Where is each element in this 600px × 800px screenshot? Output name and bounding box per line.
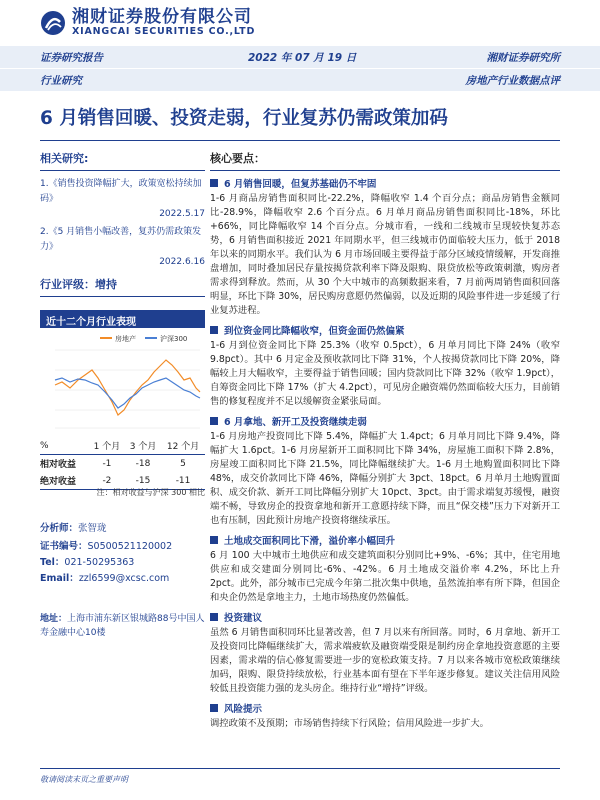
section-heading (210, 414, 560, 428)
section-body: 1-6 月到位资金同比下降 25.3%（收窄 0.5pct），6 月单月同比下降 24%（收窄 9.8pct）。其中 6 月定金及预收款同比下降 31%，个人按揭贷款同比下降 20%，降幅较上月大幅收窄，主要得益于销售回暖；国内贷款同比下降 32%（收窄 1.9pct），自筹资金同比下降 17%（扩大 4.2pct），可见房企融资端仍然面临较大压力，目前销售的修复程度并不足以缓解资金紧张局面。 (210, 340, 560, 407)
table-header: 12 个月 (161, 437, 205, 455)
section-heading-text: 投资建议 (224, 613, 263, 624)
related-item-date: 2022.5.17 (159, 209, 205, 219)
real-estate-series-line (55, 360, 200, 415)
report-title: 6 月销售回暖、投资走弱，行业复苏仍需政策加码 (40, 108, 448, 129)
company-logo (40, 8, 255, 38)
table-header: % (40, 437, 89, 455)
table-cell: -15 (135, 475, 151, 486)
logo-mark-icon (40, 10, 66, 36)
analyst-label: 分析师： (40, 523, 79, 534)
email-label: Email： (40, 573, 79, 584)
table-cell: -2 (102, 475, 112, 486)
chart-grid (55, 350, 200, 428)
section-heading (210, 610, 560, 624)
table-cell: -18 (135, 458, 151, 469)
square-bullet-icon (210, 613, 218, 621)
square-bullet-icon (210, 326, 218, 334)
related-item[interactable] (40, 225, 205, 270)
report-series: 房地产行业数据点评 (465, 75, 560, 87)
related-item[interactable] (40, 177, 205, 222)
table-header-row (40, 437, 205, 455)
title-divider (40, 140, 560, 141)
header-band-bottom (0, 69, 600, 91)
performance-box (40, 310, 205, 328)
table-cell: -1 (102, 458, 112, 469)
table-header: 3 个月 (125, 437, 161, 455)
returns-table (40, 437, 205, 490)
related-item-text: 2.《5 月销售小幅改善，复苏仍需政策发力》 (40, 227, 202, 252)
logo-cn: 湘财证券股份有限公司 (72, 7, 252, 27)
section-heading-text: 土地成交面积同比下滑，溢价率小幅回升 (224, 536, 396, 547)
report-type: 证券研究报告 (40, 52, 103, 64)
table-cell: 相对收益 (40, 460, 77, 470)
cert-number: S0500521120002 (87, 541, 173, 552)
tel-number: 021-50295363 (64, 557, 135, 568)
footer-disclaimer: 敬请阅读末页之重要声明 (40, 775, 128, 784)
address-label: 地址： (40, 614, 68, 624)
section-body: 调控政策不及预期；市场销售持续下行风险；信用风险进一步扩大。 (210, 718, 489, 729)
table-row (40, 455, 205, 473)
table-cell: 5 (180, 458, 186, 469)
square-bullet-icon (210, 704, 218, 712)
section-body: 1-6 月房地产投资同比下降 5.4%，降幅扩大 1.4pct；6 月单月同比下降 9.4%，降幅扩大 1.6pct。1-6 月房屋新开工面积同比下降 34%，房屋施工面积下降 2.8%，房屋竣工面积同比下降 21.5%，同比降幅继续扩大。1-6 月土地购置面积同比下降 48%，成交价款同比下降 46%，降幅分别扩大 3pct、18pct。6 月单月土地购置面积、成交价款、新开工同比降幅分别扩大 10pct、3pct。由于需求端复苏缓慢，融资端不畅，导致房企的投资拿地和新开工意愿持续下降，而且“保交楼”压力下对新开工也有压制，因此预计房地产投资将继续承压。 (210, 431, 560, 526)
section-heading (210, 701, 560, 715)
legend-label: 房地产 (115, 335, 136, 343)
related-research (40, 150, 205, 270)
table-cell: -11 (175, 475, 191, 486)
related-item-date: 2022.6.16 (159, 257, 205, 267)
analyst-line (40, 520, 107, 534)
institute-name: 湘财证券研究所 (486, 52, 560, 64)
rating-label: 行业评级：增持 (40, 278, 117, 291)
section-heading (210, 176, 560, 190)
table-cell: 绝对收益 (40, 477, 77, 487)
key-points-divider (210, 170, 560, 171)
cert-line (40, 538, 172, 552)
section-heading (210, 323, 560, 337)
logo-en: XIANGCAI SECURITIES CO.,LTD (72, 26, 256, 37)
section-heading-text: 6 月销售回暖，但复苏基础仍不牢固 (224, 179, 377, 190)
legend-label: 沪深300 (160, 335, 188, 343)
footer-divider (40, 768, 560, 769)
section-heading-text: 到位资金同比降幅收窄，但资金面仍然偏紧 (224, 326, 405, 337)
section-body: 1-6 月商品房销售面积同比-22.2%，降幅收窄 1.4 个百分点；商品房销售金额同比-28.9%，降幅收窄 2.6 个百分点。6 月单月商品房销售面积同比-18%，环比+66%，同比降幅收窄 14 个百分点。分城市看，一线和二线城市呈现较快复苏态势，6 月销售面积接近 2021 年同期水平，但三线城市仍面临较大压力，低于 2018 年以来的同期水平。我们认为 6 月市场回暖主要得益于部分区域疫情缓解，开发商推盘增加，同时叠加居民存量按揭贷款利率下降及限购、限贷放松等政策刺激，购房者需求得到释放。然而，从 30 个大中城市的高频数据来看，7 月前两周销售面积回落明显，环比下降 30%，居民购房意愿仍然偏弱，以及近期的风险事件进一步延缓了行业复苏进程。 (210, 193, 560, 316)
section-heading-text: 6 月拿地、新开工及投资继续走弱 (224, 417, 367, 428)
chart-legend (100, 334, 187, 343)
research-category: 行业研究 (40, 75, 82, 87)
address-block (40, 612, 205, 640)
performance-box-label: 近十二个月行业表现 (46, 317, 136, 328)
section-body: 6 月 100 大中城市土地供应和成交建筑面积分别同比+9%、-6%；其中，住宅用地供应和成交建面分别同比-6%、-42%。6 月土地成交溢价率 4.2%，环比上升 2pct。此外，部分城市已完成今年第二批次集中供地，虽然流拍率有所下降，但国企和央企仍然是拿地主力，土地市场热度仍然偏低。 (210, 550, 560, 603)
header-band-top (0, 46, 600, 68)
key-points-title: 核心要点： (210, 152, 265, 165)
returns-note: 注：相对收益与沪深 300 相比 (96, 488, 205, 497)
related-item-text: 1.《销售投资降幅扩大，政策宽松持续加码》 (40, 179, 202, 204)
square-bullet-icon (210, 417, 218, 425)
email-line[interactable] (40, 570, 169, 584)
section-body: 虽然 6 月销售面积同环比显著改善，但 7 月以来有所回落。同时，6 月拿地、新开工及投资同比降幅继续扩大，需求端疲软及融资端受限是制约房企拿地投资意愿的主要因素，需求端的信心修复需要进一步的宽松政策支持。7 月以来各城市宽松政策继续加码，限购、限贷持续放松，行业基本面有望在下半年逐步修复。建议关注信用风险较低且投资能力强的龙头房企。维持行业“增持”评级。 (210, 627, 560, 694)
rating-divider (40, 296, 205, 297)
performance-chart (40, 330, 205, 435)
related-divider (40, 170, 205, 171)
industry-rating (40, 276, 205, 297)
square-bullet-icon (210, 536, 218, 544)
report-date: 2022 年 07 月 19 日 (248, 52, 357, 64)
section-heading-text: 风险提示 (224, 704, 263, 715)
analyst-name: 张智珑 (78, 523, 107, 534)
section-heading (210, 533, 560, 547)
related-heading: 相关研究: (40, 152, 89, 165)
address-text: 上海市浦东新区银城路88号中国人寿金融中心10楼 (40, 614, 205, 638)
key-points-column (210, 150, 560, 731)
email-address[interactable]: zzl6599@xcsc.com (78, 573, 170, 584)
square-bullet-icon (210, 179, 218, 187)
cert-label: 证书编号： (40, 541, 88, 552)
tel-line (40, 554, 134, 568)
table-header: 1 个月 (89, 437, 125, 455)
tel-label: Tel： (40, 557, 65, 568)
